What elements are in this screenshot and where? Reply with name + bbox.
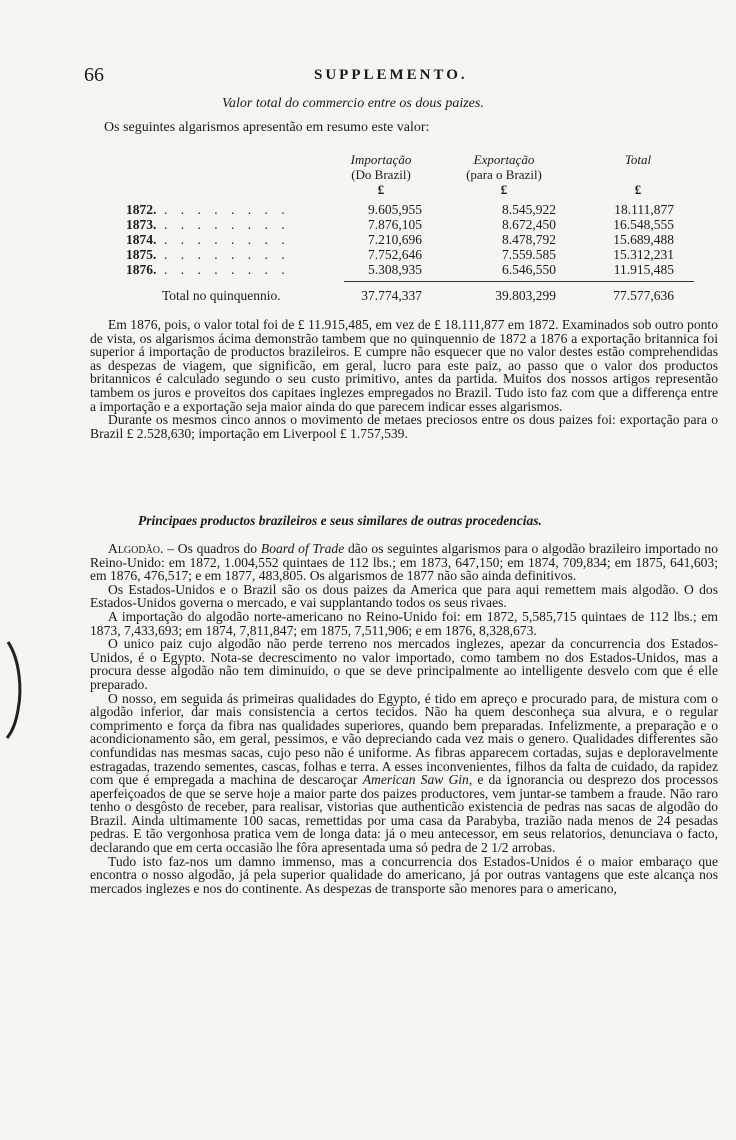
row-total: 18.111,877: [614, 202, 674, 217]
row-total: 15.689,488: [613, 232, 674, 247]
col-export-sub: (para o Brazil): [466, 167, 542, 182]
leader-dots: . . . . . . . .: [164, 202, 290, 217]
paragraph-precious-metals: Durante os mesmos cinco annos o movimento de metaes preciosos entre os dous paizes foi: exportação para o Brazil £ 2.528,630; importação em Liverpool £ 1.757,539.: [90, 412, 718, 441]
algodao-label: Algodão.: [108, 541, 164, 556]
row-total: 15.312,231: [613, 247, 674, 262]
row-year: 1872.: [126, 202, 157, 217]
row-year: 1875.: [126, 247, 157, 262]
row-import: 7.876,105: [368, 217, 422, 232]
row-year: 1873.: [126, 217, 157, 232]
row-year: 1876.: [126, 262, 157, 277]
paragraph-trade-value: Em 1876, pois, o valor total foi de £ 11.915,485, em vez de £ 18.111,877 em 1872. Examinados sob outro ponto de vista, os algarismos ácima demonstrão tambem que no quinquennio de 1872 a 1876 a exportação britannica foi superior á importação de productos brazileiros. E cumpre não esquecer que no valor destes estão comprehendidas as despezas de viagem, que significão, em geral, lucro para este paiz, ao passo que o valor dos productos britannicos é calculado segundo o seu custo primitivo, antes da partida. Muitos dos nossos artigos representão tambem os juros e proveitos dos capitaes inglezes empregados no Brazil. Tudo isto faz com que a differença entre a importação e a exportação seja maior ainda do que parecem indicar esses algarismos.: [90, 317, 718, 414]
col-total-title: Total: [624, 152, 652, 167]
paragraph-block-2: [90, 542, 718, 895]
table-row: [104, 202, 694, 216]
leader-dots: . . . . . . . .: [164, 262, 290, 277]
quality-text-b: , e da ignorancia ou desprezo dos processos aperfeiçoados de que se serve hoje a maior parte dos paizes productores, vem juntar-se tambem a fraude. Não raro tenho o desgôsto de receber, para realisar, vistorias que authenticão existencia de pedras nas sacas de algodão do Brazil. Ainda ultimamente 100 sacas, remettidas por uma casa da Parabyba, trazião nada menos de 24 pesadas pedras. E tão vergonhosa pratica vem de longa data: já o meu antecessor, em seus relatorios, denunciava o facto, declarando que em certa occasião lhe fôra apresentada uma só pedra de 2 1/2 arrobas.: [90, 772, 718, 856]
row-export: 8.478,792: [502, 232, 556, 247]
page-number: 66: [84, 64, 104, 86]
algodao-text-a: – Os quadros do: [163, 541, 261, 556]
section-subtitle: Valor total do commercio entre os dous paizes.: [222, 96, 484, 111]
row-import: 5.308,935: [368, 262, 422, 277]
table-row: [104, 217, 694, 231]
paragraph-egypt: O unico paiz cujo algodão não perde terreno nos mercados inglezes, apezar da concurrencia dos Estados-Unidos, é o Egypto. Nota-se decrescimento no valor importado, como tambem no dos Estados-Unidos, mas a procura desse algodão não tem diminuido, o que se deve principalmente ao intelligente desvelo com que é elle preparado.: [90, 636, 718, 692]
paragraph-competition: Tudo isto faz-nos um damno immenso, mas a concurrencia dos Estados-Unidos é o maior embaraço que encontra o nosso algodão, já pela superior qualidade do americano, já por outras vantagens que este alcança nos mercados inglezes e nos do continente. As despezas de transporte são menores para o americano,: [90, 853, 718, 896]
col-import-currency: £: [377, 182, 385, 197]
row-total: 11.915,485: [613, 262, 674, 277]
row-year: 1874.: [126, 232, 157, 247]
paragraph-quality: [90, 692, 718, 855]
paragraph-us-imports: A importação do algodão norte-americano no Reino-Unido foi: em 1872, 5,585,715 quintaes de 112 lbs.; em 1873, 7,433,693; em 1874, 7,811,847; em 1875, 7,511,906; e em 1876, 8,328,673.: [90, 608, 718, 638]
paragraph-algodao-intro: [90, 542, 718, 583]
row-total: 16.548,555: [613, 217, 674, 232]
total-label: Total no quinquennio.: [162, 288, 281, 303]
saw-gin: American Saw Gin: [362, 772, 469, 788]
intro-line: Os seguintes algarismos apresentão em resumo este valor:: [104, 120, 430, 135]
leader-dots: . . . . . . . .: [164, 232, 290, 247]
running-title: SUPPLEMENTO.: [314, 67, 468, 83]
row-export: 8.545,922: [502, 202, 556, 217]
row-export: 8.672,450: [502, 217, 556, 232]
row-import: 7.752,646: [368, 247, 422, 262]
col-total-sub: [598, 167, 678, 182]
col-total-currency: £: [634, 182, 642, 197]
total-sum: 77.577,636: [613, 288, 674, 303]
table-rule: [344, 281, 694, 282]
table-row: [104, 247, 694, 261]
col-import-sub: (Do Brazil): [351, 167, 411, 182]
col-import-header: [326, 152, 436, 197]
leader-dots: . . . . . . . .: [164, 217, 290, 232]
leader-dots: . . . . . . . .: [164, 247, 290, 262]
quality-text-a: O nosso, em seguida ás primeiras qualidades do Egypto, é tido em apreço e procurado para, de mistura com o algodão inferior, dar mais consistencia a certos tecidos. Não ha quem desconheça sua alvura, e o regular comprimento e força da fibra nas qualidades superiores, quando bem preparadas. Infelizmente, a preparação e o acondicionamento são, em geral, pessimos, e vão depreciando cada vez mais o genero. Qualidades differentes são confundidas nas mesmas sacas, cujo peso não é uniforme. As fibras apparecem cortadas, sujas e deploravelmente estragadas, trazendo sementes, cascas, folhas e terra. A esses inconvenientes, filhos da falta de cuidado, da rapidez com que é empregada a machina de descaroçar: [90, 690, 718, 788]
total-export: 39.803,299: [495, 288, 556, 303]
col-export-header: [442, 152, 566, 197]
table-row: [104, 232, 694, 246]
col-total-header: [598, 152, 678, 197]
page-header: [84, 64, 684, 90]
row-export: 6.546,550: [502, 262, 556, 277]
col-export-currency: £: [500, 182, 508, 197]
col-export-title: Exportação: [473, 152, 535, 167]
col-import-title: Importação: [350, 152, 412, 167]
board-of-trade: Board of Trade: [260, 541, 345, 556]
section-title: Principaes productos brazileiros e seus similares de outras procedencias.: [138, 513, 542, 528]
total-import: 37.774,337: [361, 288, 422, 303]
margin-bracket-mark: [4, 640, 26, 740]
table-row: [104, 262, 694, 276]
paragraph-block-1: [90, 318, 718, 440]
row-import: 9.605,955: [368, 202, 422, 217]
row-export: 7.559.585: [502, 247, 556, 262]
row-import: 7.210,696: [368, 232, 422, 247]
algodao-text-b: dão os seguintes algarismos para o algodão brazileiro importado no Reino-Unido: em 1872, 1.004,552 quintaes de 112 lbs.; em 1873, 647,150; em 1874, 709,834; em 1875, 641,603; em 1876, 476,517; e em 1877, 483,805. Os algarismos de 1877 não são ainda definitivos.: [90, 541, 719, 584]
paragraph-us-brazil: Os Estados-Unidos e o Brazil são os dous paizes da America que para aqui remettem mais algodão. O dos Estados-Unidos governa o mercado, e vai supplantando todos os seus rivaes.: [90, 581, 718, 611]
